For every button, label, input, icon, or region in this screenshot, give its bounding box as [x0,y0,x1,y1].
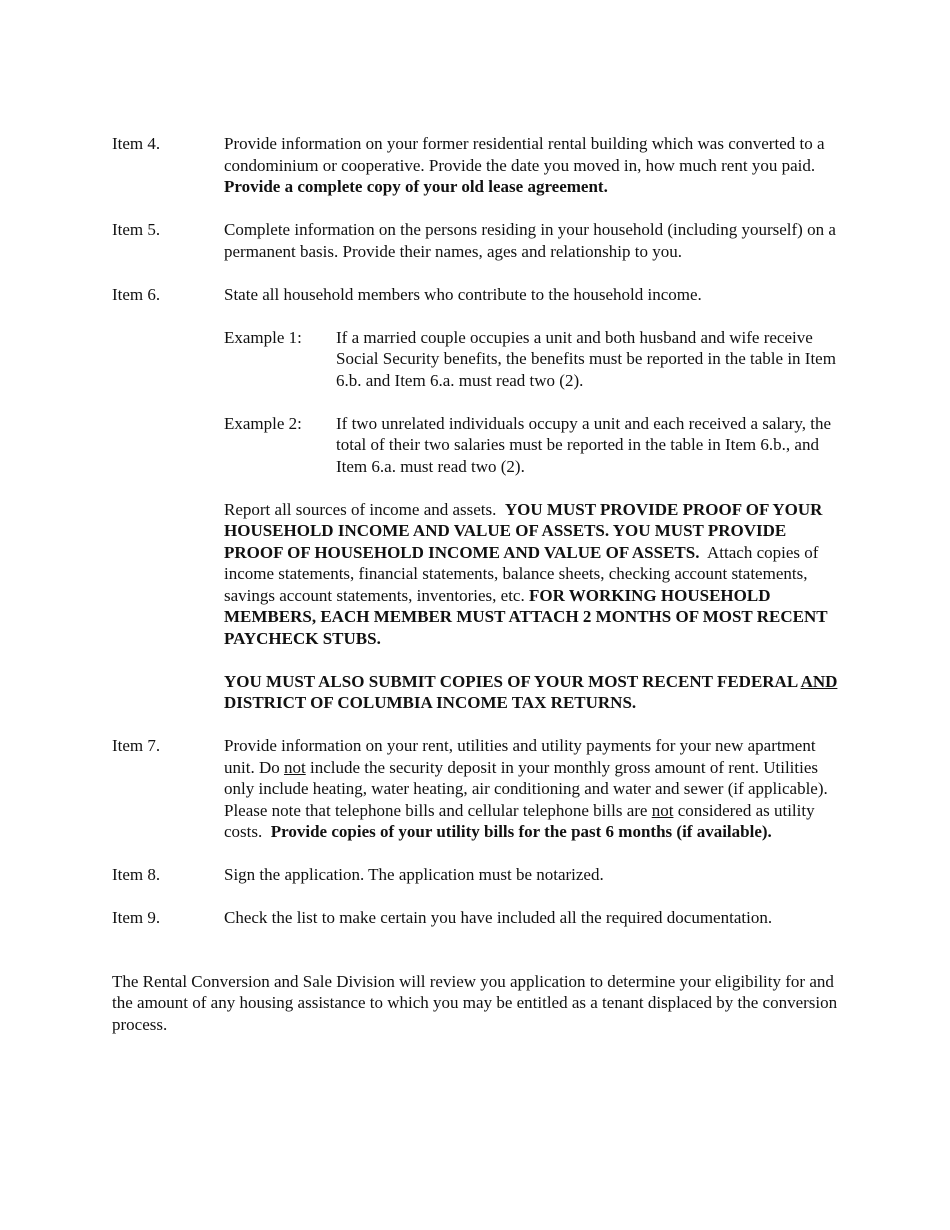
tax-return-text-b: DISTRICT OF COLUMBIA INCOME TAX RETURNS. [224,693,637,712]
example-1-label: Example 1: [224,327,302,347]
item-4-label: Item 4. [112,134,161,153]
item-4-bold-text: Provide a complete copy of your old lease agreement. [224,177,608,196]
income-report-intro: Report all sources of income and assets. [224,499,497,519]
income-attach-instructions: Attach copies of income statements, financial statements, balance sheets, checking account statements, savings account statements, inventories, etc. [224,542,819,605]
income-report-paragraph [224,499,842,650]
item-7-label: Item 7. [112,736,161,755]
document-page [112,133,842,1035]
item-9 [112,907,842,929]
item-8 [112,864,842,886]
item-7-not-1: not [283,757,306,777]
item-6-body [224,284,842,714]
example-2-label: Example 2: [224,413,302,433]
item-4-text: Provide information on your former residential rental building which was converted to a condominium or cooperative. Provide the date you moved in, how much rent you paid. [224,134,825,175]
example-2 [224,413,842,478]
tax-return-text-a: YOU MUST ALSO SUBMIT COPIES OF YOUR MOST RECENT FEDERAL [224,671,798,691]
item-4 [112,133,842,198]
item-7 [112,735,842,843]
closing-paragraph: The Rental Conversion and Sale Division will review you application to determine your eligibility for and the amount of any housing assistance to which you may be entitled as a tenant displaced by the conversion process. [112,971,838,1034]
item-7-text-3: considered as utility costs. [224,800,815,841]
item-9-label: Item 9. [112,908,161,927]
item-7-not-2: not [651,800,674,820]
item-7-bold-text: Provide copies of your utility bills for the past 6 months (if available). [270,822,772,841]
item-5-label: Item 5. [112,220,161,239]
example-1 [224,327,842,392]
item-8-text: Sign the application. The application must be notarized. [224,865,604,884]
example-2-text: If two unrelated individuals occupy a unit and each received a salary, the total of their two salaries must be reported in the table in Item 6.b., and Item 6.a. must read two (2). [336,413,832,476]
item-7-body [224,735,842,843]
item-7-text-1: Provide information on your rent, utilities and utility payments for your new apartment unit. Do [224,736,816,777]
tax-return-paragraph [224,671,842,714]
example-1-text: If a married couple occupies a unit and both husband and wife receive Social Security benefits, the benefits must be reported in the table in Item 6.b. and Item 6.a. must read two (2). [336,327,836,390]
item-5 [112,219,842,262]
income-proof-requirement: YOU MUST PROVIDE PROOF OF YOUR HOUSEHOLD INCOME AND VALUE OF ASSETS. YOU MUST PROVIDE PROOF OF HOUSEHOLD INCOME AND VALUE OF ASSETS. [224,499,823,562]
item-5-text: Complete information on the persons residing in your household (including yourself) on a permanent basis. Provide their names, ages and relationship to you. [224,220,836,261]
tax-return-and: AND [800,671,838,691]
item-7-text-2: include the security deposit in your monthly gross amount of rent. Utilities only include heating, water heating, air conditioning and water and sewer (if applicable). Please note that telephone bills and cellular telephone bills are [224,757,828,820]
paycheck-stub-requirement: FOR WORKING HOUSEHOLD MEMBERS, EACH MEMBER MUST ATTACH 2 MONTHS OF MOST RECENT PAYCHECK STUBS. [224,585,828,648]
item-8-label: Item 8. [112,865,161,884]
item-6 [112,284,842,714]
item-9-text: Check the list to make certain you have included all the required documentation. [224,908,773,927]
item-6-text: State all household members who contribute to the household income. [224,284,702,304]
item-6-label: Item 6. [112,284,161,304]
item-4-body [224,133,842,198]
